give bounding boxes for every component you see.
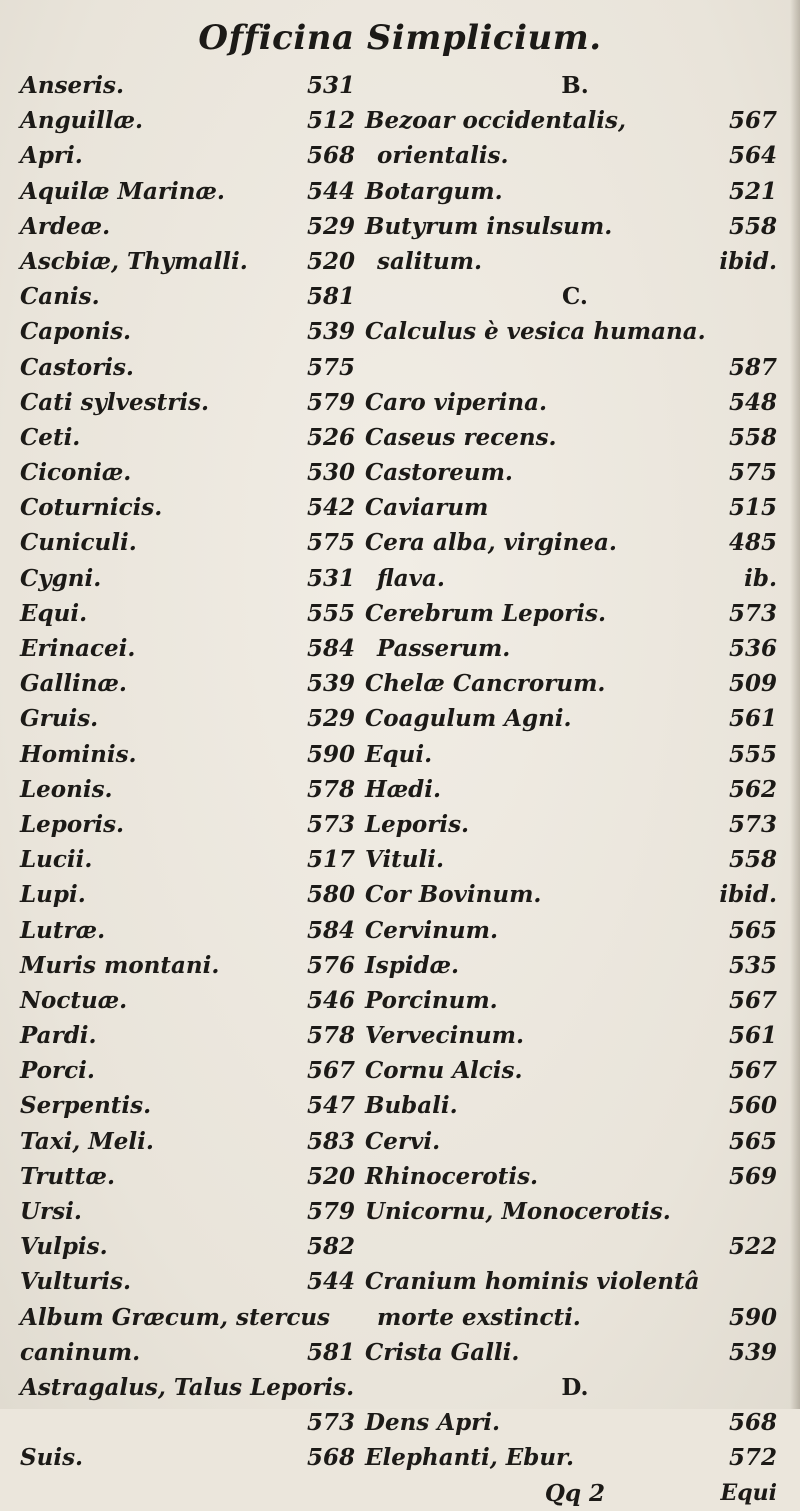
signature-mark: Qq 2 (544, 1479, 606, 1507)
index-entry (365, 1018, 785, 1053)
entry-page-number: 573 (728, 599, 777, 627)
entry-page-number: 555 (306, 599, 355, 627)
entry-label: Unicornu, Monocerotis. (365, 1198, 671, 1225)
entry-label: Hædi. (365, 775, 441, 803)
entry-page-number: 561 (728, 705, 777, 733)
index-entry (20, 350, 355, 385)
entry-page-number: 531 (306, 564, 355, 592)
index-entry (20, 1264, 355, 1299)
index-entry (20, 1300, 355, 1370)
entry-page-number: 521 (728, 177, 777, 205)
entry-label: Vulpis. (20, 1233, 108, 1261)
entry-page-number: 546 (306, 986, 355, 1014)
index-entry (365, 1440, 785, 1475)
entry-label: Vituli. (365, 846, 445, 874)
entry-label: Equi. (365, 740, 433, 768)
entry-label: Leporis. (20, 810, 125, 838)
entry-page-number: 562 (728, 775, 777, 803)
entry-page-number: 590 (728, 1303, 777, 1331)
entry-page-number: 565 (728, 1127, 777, 1155)
entry-page-number: 567 (728, 1057, 777, 1085)
entry-label: Suis. (20, 1444, 84, 1472)
index-entry (20, 279, 355, 314)
entry-page-number: 531 (306, 72, 355, 99)
signature-row (365, 1476, 785, 1511)
entry-page-number: 572 (728, 1444, 777, 1472)
entry-page-number: 578 (306, 775, 355, 803)
index-entry (20, 631, 355, 666)
entry-page-number: 587 (728, 353, 777, 381)
entry-page-number: 561 (728, 1022, 777, 1050)
entry-page-number: 529 (306, 212, 355, 240)
index-entry (365, 1264, 785, 1299)
index-entry (20, 1018, 355, 1053)
index-entry (365, 807, 785, 842)
entry-label: Cranium hominis violentâ (365, 1268, 700, 1296)
entry-label: Caponis. (20, 318, 132, 346)
index-entry (365, 525, 785, 560)
entry-label: Taxi, Meli. (20, 1127, 154, 1155)
index-entry (20, 174, 355, 209)
entry-label: Bezoar occidentalis, (365, 107, 626, 135)
entry-label: Apri. (20, 142, 83, 170)
entry-page-number: 512 (306, 107, 355, 135)
entry-page-number: 578 (306, 1022, 355, 1050)
index-entry (365, 596, 785, 631)
index-entry (365, 103, 785, 138)
entry-page-number: 529 (306, 705, 355, 733)
index-entry (365, 877, 785, 912)
index-entry (365, 1229, 785, 1264)
right-column (365, 68, 785, 1511)
entry-label: Porci. (20, 1057, 95, 1085)
entry-page-number: 581 (306, 283, 355, 311)
index-entry (365, 244, 785, 279)
entry-page-number: 520 (306, 247, 355, 275)
entry-label: Coagulum Agni. (365, 705, 572, 733)
index-entry (365, 138, 785, 173)
entry-page-number: 544 (306, 1268, 355, 1296)
entry-page-number: 535 (728, 951, 777, 979)
entry-label: Ceti. (20, 423, 81, 451)
entry-page-number: 530 (306, 459, 355, 487)
index-entry (20, 701, 355, 736)
page-edge-shadow (790, 0, 800, 1409)
entry-label: Muris montani. (20, 951, 220, 979)
index-entry (365, 350, 785, 385)
entry-label: Castoreum. (365, 459, 513, 487)
entry-label: Calculus è vesica humana. (365, 318, 706, 346)
entry-page-number: 544 (306, 177, 355, 205)
index-entry (20, 420, 355, 455)
index-entry (20, 490, 355, 525)
entry-page-number: 568 (306, 142, 355, 170)
index-entry (20, 561, 355, 596)
index-entry (365, 561, 785, 596)
index-entry (365, 1335, 785, 1370)
entry-page-number: 558 (728, 423, 777, 451)
index-entry (365, 772, 785, 807)
entry-page-number: 485 (728, 529, 777, 557)
section-letter: C. (562, 283, 588, 311)
index-entry (20, 244, 355, 279)
entry-page-number: 542 (306, 494, 355, 522)
entry-page-number: 573 (306, 810, 355, 838)
section-letter: D. (561, 1373, 589, 1401)
entry-label: Anseris. (20, 72, 124, 99)
entry-label: Hominis. (20, 740, 137, 768)
entry-page-number: 555 (728, 740, 777, 768)
entry-label: Equi. (20, 599, 88, 627)
entry-label: Caviarum (365, 494, 489, 522)
entry-label: Rhinocerotis. (365, 1162, 539, 1190)
entry-page-number: 582 (306, 1233, 355, 1261)
entry-label: Album Græcum, stercus caninum. (20, 1303, 330, 1366)
entry-label: Cerebrum Leporis. (365, 599, 606, 627)
entry-label: Lucii. (20, 846, 93, 874)
index-entry (20, 525, 355, 560)
entry-page-number: 520 (306, 1162, 355, 1190)
entry-page-number: 547 (306, 1092, 355, 1120)
entry-label: Lutræ. (20, 916, 106, 944)
entry-label: Aquilæ Marinæ. (20, 177, 225, 205)
entry-page-number: 558 (728, 212, 777, 240)
entry-page-number: 575 (306, 529, 355, 557)
entry-page-number: 580 (306, 881, 355, 909)
entry-label: Caro viperina. (365, 388, 547, 416)
entry-page-number: 526 (306, 423, 355, 451)
entry-page-number: 515 (728, 494, 777, 522)
entry-label: Vervecinum. (365, 1022, 525, 1050)
index-entry (365, 1124, 785, 1159)
index-entry (365, 1405, 785, 1440)
entry-page-number: 568 (728, 1409, 777, 1437)
entry-label: Ispidæ. (365, 951, 460, 979)
index-entry (20, 1194, 355, 1229)
index-entry (365, 490, 785, 525)
index-entry (20, 1159, 355, 1194)
entry-page-number: ibid. (719, 881, 777, 909)
catchword: Equi (720, 1479, 777, 1506)
index-entry (365, 983, 785, 1018)
index-entry (365, 455, 785, 490)
page-title: Officina Simplicium. (198, 18, 602, 58)
entry-label: Crista Galli. (365, 1338, 520, 1366)
index-entry (20, 103, 355, 138)
index-entry (365, 842, 785, 877)
index-entry (20, 666, 355, 701)
index-entry (365, 948, 785, 983)
entry-label: Caseus recens. (365, 423, 557, 451)
index-entry (20, 385, 355, 420)
index-entry (365, 420, 785, 455)
index-entry (365, 1053, 785, 1088)
index-entry (365, 1300, 785, 1335)
index-entry (20, 314, 355, 349)
index-entry (20, 1229, 355, 1264)
index-entry (365, 1159, 785, 1194)
index-entry (20, 138, 355, 173)
entry-page-number: 575 (306, 353, 355, 381)
index-entry (20, 1124, 355, 1159)
index-entry (20, 1088, 355, 1123)
index-entry (365, 737, 785, 772)
index-entry (365, 385, 785, 420)
entry-label: Coturnicis. (20, 494, 163, 522)
entry-label: Ciconiæ. (20, 459, 132, 487)
entry-page-number: 509 (728, 670, 777, 698)
index-entry (365, 174, 785, 209)
index-entry (20, 68, 355, 103)
index-entry (20, 455, 355, 490)
entry-page-number: 539 (728, 1338, 777, 1366)
entry-label: Cervinum. (365, 916, 498, 944)
index-entry (365, 913, 785, 948)
entry-label: Elephanti, Ebur. (365, 1444, 575, 1472)
entry-page-number: 584 (306, 635, 355, 662)
entry-page-number: 536 (728, 635, 777, 662)
index-entry (20, 737, 355, 772)
entry-label: Anguillæ. (20, 107, 144, 135)
entry-page-number: 558 (728, 846, 777, 874)
entry-label: Cervi. (365, 1127, 441, 1155)
entry-label: Pardi. (20, 1022, 97, 1050)
index-entry (365, 666, 785, 701)
index-entry (365, 631, 785, 666)
index-entry (20, 948, 355, 983)
left-column (20, 68, 355, 1476)
entry-label: Ardeæ. (20, 212, 111, 240)
entry-page-number: 560 (728, 1092, 777, 1120)
entry-label: Cati sylvestris. (20, 388, 210, 416)
entry-label: Ascbiæ, Thymalli. (20, 247, 248, 275)
index-entry (20, 913, 355, 948)
entry-label: Porcinum. (365, 986, 498, 1014)
entry-label: Leonis. (20, 775, 113, 803)
entry-label: Vulturis. (20, 1268, 131, 1296)
entry-label: Cuniculi. (20, 529, 137, 557)
entry-label: Butyrum insulsum. (365, 212, 613, 240)
index-entry (365, 701, 785, 736)
entry-label: Bubali. (365, 1092, 458, 1120)
entry-label: Serpentis. (20, 1092, 152, 1120)
entry-label: Astragalus, Talus Leporis. (20, 1373, 355, 1401)
index-entry (365, 1088, 785, 1123)
entry-page-number: 584 (306, 916, 355, 944)
entry-label: Noctuæ. (20, 986, 128, 1014)
entry-page-number: 522 (728, 1233, 777, 1261)
entry-label: Leporis. (365, 810, 470, 838)
entry-label: Cygni. (20, 564, 102, 592)
entry-page-number: 565 (728, 916, 777, 944)
entry-label: orientalis. (377, 142, 509, 170)
index-entry (20, 1440, 355, 1475)
index-entry (365, 209, 785, 244)
entry-page-number: 567 (728, 107, 777, 135)
entry-label: Canis. (20, 283, 100, 311)
entry-page-number: 539 (306, 318, 355, 346)
entry-page-number: 567 (728, 986, 777, 1014)
entry-page-number: 583 (306, 1127, 355, 1155)
entry-page-number: 569 (728, 1162, 777, 1190)
entry-label: Gallinæ. (20, 670, 127, 698)
entry-page-number: 579 (306, 1198, 355, 1225)
index-entry (20, 596, 355, 631)
entry-label: morte exstincti. (377, 1303, 581, 1331)
index-entry (20, 807, 355, 842)
entry-label: Passerum. (377, 635, 511, 662)
entry-label: Cor Bovinum. (365, 881, 542, 909)
entry-page-number: 548 (728, 388, 777, 416)
entry-label: flava. (377, 564, 445, 592)
entry-label: Cera alba, virginea. (365, 529, 617, 557)
entry-page-number: 575 (728, 459, 777, 487)
entry-page-number: 576 (306, 951, 355, 979)
entry-page-number: 568 (306, 1444, 355, 1472)
entry-page-number: 581 (306, 1338, 355, 1366)
entry-page-number: ib. (744, 564, 777, 592)
entry-label: Truttæ. (20, 1162, 115, 1190)
entry-page-number: ibid. (719, 247, 777, 275)
entry-label: Botargum. (365, 177, 503, 205)
entry-label: Ursi. (20, 1198, 82, 1225)
entry-label: Chelæ Cancrorum. (365, 670, 606, 698)
entry-label: Lupi. (20, 881, 86, 909)
section-letter: B. (561, 72, 589, 99)
entry-label: Castoris. (20, 353, 134, 381)
entry-page-number: 567 (306, 1057, 355, 1085)
entry-label: salitum. (377, 247, 483, 275)
index-entry (365, 314, 785, 349)
entry-label: Cornu Alcis. (365, 1057, 523, 1085)
entry-page-number: 573 (306, 1409, 355, 1437)
index-entry (20, 983, 355, 1018)
index-entry (20, 877, 355, 912)
entry-page-number: 590 (306, 740, 355, 768)
entry-label: Gruis. (20, 705, 99, 733)
index-entry (365, 1194, 785, 1229)
entry-page-number: 573 (728, 810, 777, 838)
entry-page-number: 517 (306, 846, 355, 874)
index-entry (20, 842, 355, 877)
entry-label: Dens Apri. (365, 1409, 501, 1437)
entry-page-number: 564 (728, 142, 777, 170)
index-entry (20, 1053, 355, 1088)
index-entry (20, 1370, 355, 1440)
index-entry (20, 209, 355, 244)
entry-page-number: 579 (306, 388, 355, 416)
index-entry (20, 772, 355, 807)
entry-label: Erinacei. (20, 635, 136, 662)
entry-page-number: 539 (306, 670, 355, 698)
